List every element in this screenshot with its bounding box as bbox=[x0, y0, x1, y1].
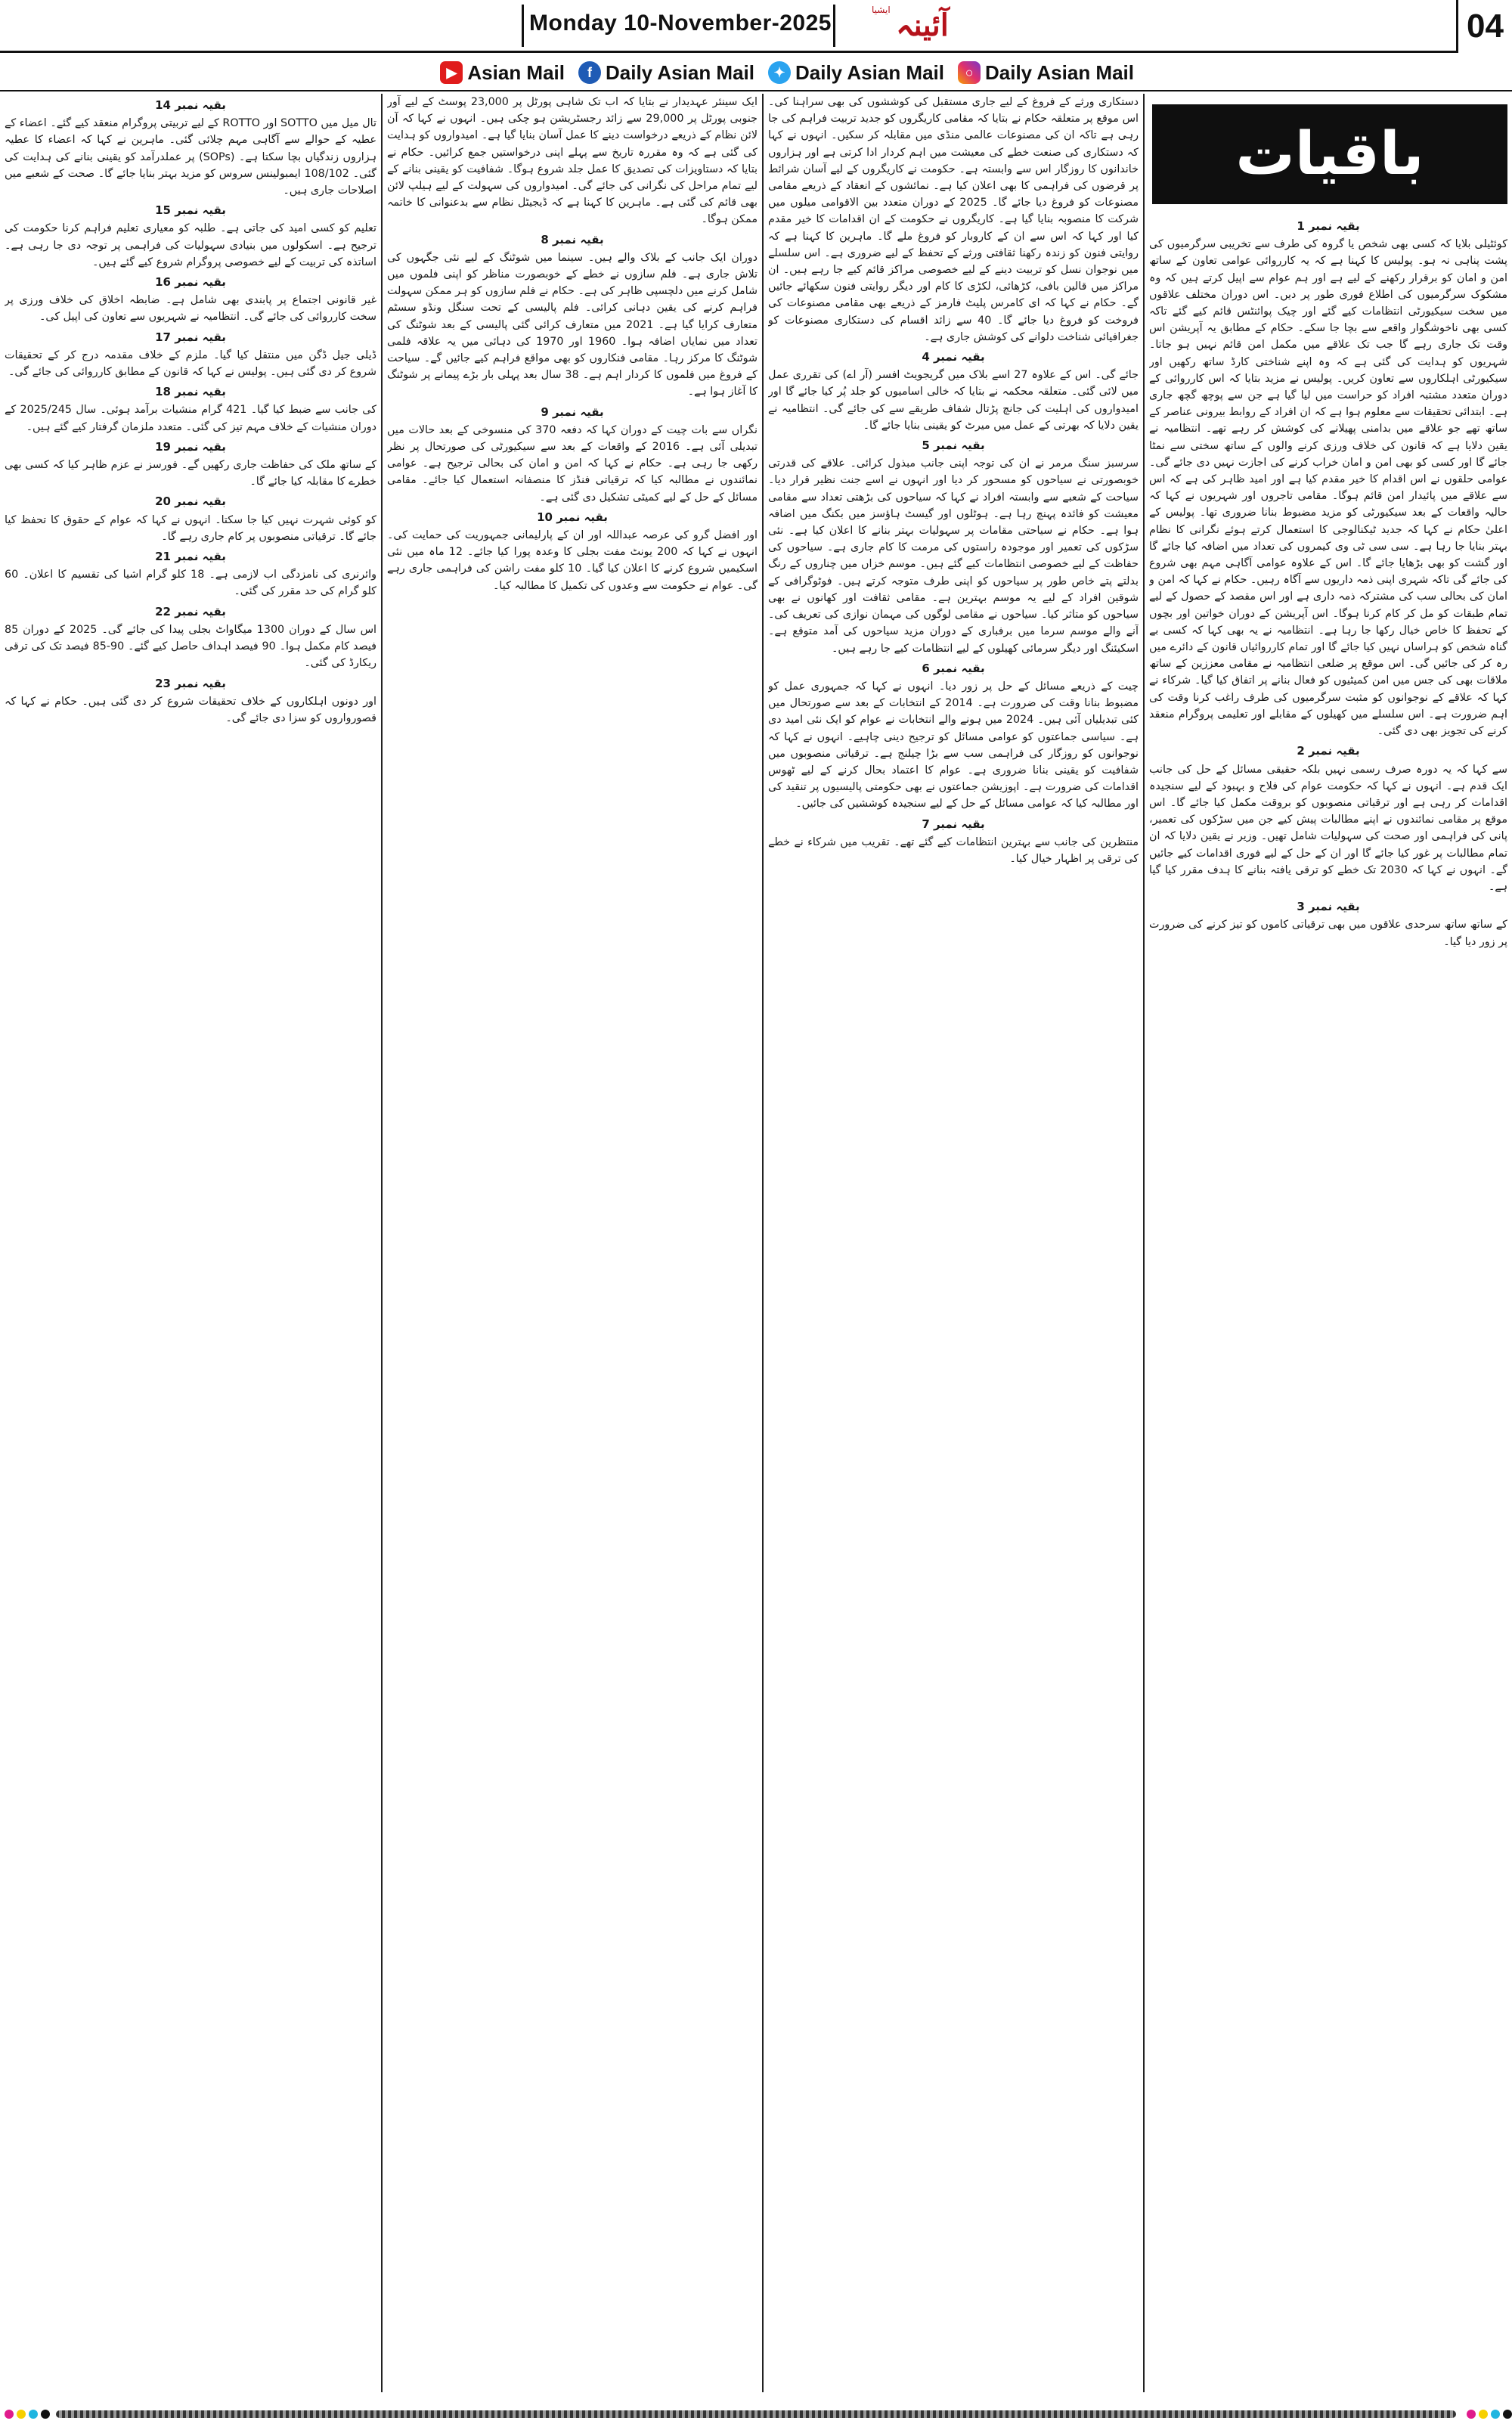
registration-strip bbox=[56, 2410, 1456, 2418]
article-paragraph: تال میل میں SOTTO اور ROTTO کے لیے تربیتی پروگرام منعقد کیے گئے۔ اعضاء کے عطیہ کے حوالے سے آگاہی مہم چلائی گئی۔ ماہرین نے کہا کہ اعضاء کا عطیہ ہزاروں زندگیاں بچا سکتا ہے۔ (SOPs) پر عملدرآمد کو یقینی بنانے کی ہدایت کی گئی۔ 108/102 ایمبولینس سروس کو مزید بہتر بنایا جائے گا۔ صحت کے شعبے میں اصلاحات جاری ہیں۔ bbox=[5, 117, 376, 197]
article-paragraph: کو کوئی شہرت نہیں کیا جا سکتا۔ انہوں نے کہا کہ عوام کے حقوق کا تحفظ کیا جائے گا۔ ترقیاتی منصوبوں پر کام جاری رہے گا۔ bbox=[5, 513, 376, 543]
social-link-instagram[interactable] bbox=[958, 61, 1134, 85]
article-paragraph: کی جانب سے ضبط کیا گیا۔ 421 گرام منشیات برآمد ہوئی۔ سال 2025/245 کے دوران منشیات کے خلاف مہم تیز کی گئی۔ متعدد ملزمان گرفتار کیے گئے ہیں۔ bbox=[5, 404, 376, 433]
continuation-label: بقیہ نمبر 18 bbox=[155, 385, 226, 399]
masthead bbox=[0, 0, 1512, 53]
continuation-label: بقیہ نمبر 16 bbox=[155, 275, 226, 290]
article-paragraph: غیر قانونی اجتماع پر پابندی بھی شامل ہے۔ ضابطہ اخلاق کی خلاف ورزی پر سخت کارروائی کی جائے گی۔ انتظامیہ نے شہریوں سے تعاون کی اپیل کی۔ bbox=[5, 294, 376, 324]
registration-dot bbox=[1479, 2410, 1488, 2419]
article-paragraph: تعلیم کو کسی امید کی جاتی ہے۔ طلبہ کو معیاری تعلیم فراہم کرنا حکومت کی ترجیح ہے۔ اسکولوں میں بنیادی سہولیات کی فراہمی پر توجہ دی جا رہی ہے۔ اساتذہ کی تربیت کے لیے خصوصی پروگرام شروع کیے گئے ہیں۔ bbox=[5, 222, 376, 268]
logo-subtext: ایشیا bbox=[872, 5, 891, 15]
article-paragraph: اس سال کے دوران 1300 میگاواٹ بجلی پیدا کی جائے گی۔ 2025 کے دوران 85 فیصد کام مکمل ہوا۔ 90 فیصد اہداف حاصل کیے گئے۔ 90-85 فیصد تک کی ترقی ریکارڈ کی گئی۔ bbox=[5, 623, 376, 670]
social-label: Asian Mail bbox=[467, 60, 565, 84]
article-paragraph: کے ساتھ ساتھ سرحدی علاقوں میں بھی ترقیاتی کاموں کو تیز کرنے کی ضرورت پر زور دیا گیا۔ bbox=[1149, 919, 1507, 948]
article-paragraph: ڈیلی جیل ڈگن میں منتقل کیا گیا۔ ملزم کے خلاف مقدمہ درج کر کے تحقیقات شروع کر دی گئی ہیں۔ پولیس نے کہا کہ قانون کے مطابق کارروائی کی جائے گی۔ bbox=[5, 349, 376, 379]
social-label: Daily Asian Mail bbox=[795, 60, 944, 84]
column-divider bbox=[1143, 94, 1145, 2392]
header-divider bbox=[833, 5, 835, 47]
social-link-facebook[interactable] bbox=[578, 61, 754, 85]
section-title: باقیات bbox=[1235, 120, 1424, 188]
registration-dot bbox=[1503, 2410, 1512, 2419]
continuation-label: بقیہ نمبر 9 bbox=[541, 405, 604, 419]
continuation-label: بقیہ نمبر 14 bbox=[155, 98, 226, 112]
issue-date: Monday 10-November-2025 bbox=[529, 11, 832, 36]
registration-dot bbox=[29, 2410, 38, 2419]
continuation-label: بقیہ نمبر 22 bbox=[155, 604, 226, 618]
article-paragraph: وائرنری کی نامزدگی اب لازمی ہے۔ 18 کلو گرام اشیا کی تقسیم کا اعلان۔ 60 کلو گرام کی حد مقرر کی گئی۔ bbox=[5, 569, 376, 598]
color-registration-dots bbox=[1462, 2410, 1512, 2419]
article-paragraph: دوران ایک جانب کے بلاک والے ہیں۔ سینما میں شوٹنگ کے لیے نئی جگہوں کی تلاش جاری ہے۔ فلم سازوں نے خطے کے خوبصورت مناظر کو اپنی فلموں میں شامل کرنے میں دلچسپی ظاہر کی ہے۔ حکام نے فلم سازوں کو ہر ممکن سہولت فراہم کرنے کی یقین دہانی کرائی۔ فلم پالیسی کے تحت سنگل ونڈو سسٹم متعارف کرایا گیا ہے۔ 2021 میں متعارف کرائی گئی پالیسی کے بعد شوٹنگ کی تعداد میں نمایاں اضافہ ہوا۔ 1960 اور 1970 کی دہائی میں یہ علاقہ فلمی شوٹنگ کا مرکز رہا۔ مقامی فنکاروں کو بھی مواقع فراہم کیے جائیں گے۔ سیاحت کے فروغ میں فلموں کا کردار اہم ہے۔ 38 سال بعد پہلی بار بڑے پیمانے پر شوٹنگ کا آغاز ہوا ہے۔ bbox=[387, 251, 758, 398]
social-label: Daily Asian Mail bbox=[985, 60, 1134, 84]
youtube-icon: ▶ bbox=[440, 61, 463, 84]
article-paragraph: نگراں سے بات چیت کے دوران کہا کہ دفعہ 370 کی منسوخی کے بعد حالات میں تبدیلی آئی ہے۔ 2016 کے واقعات کے بعد سے سیکیورٹی کی صورتحال پر نظر رکھی جا رہی ہے۔ حکام نے کہا کہ امن و امان کی بحالی ترجیح ہے۔ عوامی نمائندوں نے مطالبہ کیا کہ ترقیاتی فنڈز کا منصفانہ استعمال کیا جائے۔ مقامی مسائل کے حل کے لیے کمیٹی تشکیل دی گئی ہے۔ bbox=[387, 423, 758, 504]
column-4 bbox=[5, 94, 376, 2392]
column-baqiyat bbox=[1149, 94, 1507, 2392]
column-3 bbox=[387, 94, 758, 2392]
column-2 bbox=[768, 94, 1139, 2392]
social-link-twitter[interactable] bbox=[768, 61, 944, 85]
registration-dot bbox=[5, 2410, 14, 2419]
color-registration-dots bbox=[0, 2410, 50, 2419]
header-divider bbox=[522, 5, 524, 47]
section-title-box bbox=[1152, 104, 1507, 204]
article-paragraph: ایک سینئر عہدیدار نے بتایا کہ اب تک شاہی پورٹل پر 23,000 پوسٹ کے لیے آور جنوبی پورٹل پر 29,000 سے زائد رجسٹریشن ہو چکی ہیں۔ انہوں نے کہا کہ آن لائن نظام کے ذریعے درخواست دینے کا عمل آسان بنایا گیا ہے۔ امیدواروں کو ہدایت کی گئی ہے کہ وہ مقررہ تاریخ سے پہلے اپنی درخواستیں جمع کرائیں۔ حکام نے بتایا کہ دستاویزات کی تصدیق کا عمل جلد شروع ہوگا۔ شفافیت کو یقینی بنانے کے لیے تمام مراحل کی نگرانی کی جائے گی۔ امیدواروں کی سہولت کے لیے ہیلپ لائن بھی قائم کی گئی ہے۔ ماہرین کا کہنا ہے کہ ڈیجیٹل نظام سے بدعنوانی کا خاتمہ ممکن ہوگا۔ bbox=[387, 96, 758, 226]
article-paragraph: کوئٹیلی بلایا کہ کسی بھی شخص یا گروہ کی طرف سے تخریبی سرگرمیوں کی پشت پناہی نہ ہو۔ پولیس کا کہنا ہے کہ یہ کارروائی عوامی تعاون کے ساتھ امن و امان کو برقرار رکھنے کے لیے ہے اور ہم عوام سے اپیل کرتے ہیں کہ وہ مشکوک سرگرمیوں کی اطلاع فوری طور پر دیں۔ اس دوران مختلف علاقوں میں سخت سیکیورٹی انتظامات کیے گئے اور چیک پوائنٹس قائم کیے گئے تاکہ کسی بھی ناخوشگوار واقعے سے بچا جا سکے۔ حکام کے مطابق یہ آپریشن اس وقت تک جاری رہے گا جب تک علاقے میں مکمل امن قائم نہیں ہو جاتا۔ شہریوں کو ہدایت کی گئی ہے کہ وہ اپنے شناختی کارڈ ساتھ رکھیں اور سیکیورٹی اہلکاروں سے تعاون کریں۔ پولیس نے مزید بتایا کہ اس کارروائی کے دوران متعدد مشتبہ افراد کو حراست میں لیا گیا ہے جن سے پوچھ گچھ جاری ہے۔ ابتدائی تحقیقات سے معلوم ہوا ہے کہ ان افراد کے روابط بیرونی عناصر کے ساتھ تھے جو علاقے میں بدامنی پھیلانے کی کوشش کر رہے تھے۔ انتظامیہ نے یقین دلایا ہے کہ قانون کی خلاف ورزی کرنے والوں کے ساتھ سختی سے نمٹا جائے گا اور کسی کو بھی امن و امان خراب کرنے کی اجازت نہیں دی جائے گی۔ عوامی حلقوں نے اس اقدام کا خیر مقدم کیا ہے اور امید ظاہر کی ہے کہ اس سے علاقے میں پائیدار امن قائم ہوگا۔ مقامی تاجروں اور شہریوں نے کہا کہ حالیہ واقعات کے بعد سیکیورٹی کو مزید مضبوط بنانا ضروری تھا۔ پولیس کے اعلیٰ حکام نے کہا کہ جدید ٹیکنالوجی کا استعمال کرتے ہوئے نگرانی کا نظام بہتر بنایا جا رہا ہے۔ سی سی ٹی وی کیمروں کی تعداد میں اضافہ کیا جائے گا اور گشت کو بھی بڑھایا جائے گا۔ اس کے علاوہ عوامی آگاہی مہم بھی شروع کی جائے گی تاکہ شہری اپنی ذمہ داریوں سے آگاہ رہیں۔ حکام نے کہا کہ امن و امان کی بحالی سب کی مشترکہ ذمہ داری ہے اور اس مقصد کے حصول کے لیے تمام طبقات کو مل کر کام کرنا ہوگا۔ اس آپریشن کے دوران خواتین اور بچوں کے تحفظ کا خاص خیال رکھا جا رہا ہے۔ انتظامیہ نے یہ بھی کہا کہ کسی بے گناہ شخص کو ہراساں نہیں کیا جائے گا اور تمام کارروائیاں قانون کے دائرے میں رہ کر کی جائیں گی۔ اس موقع پر ضلعی انتظامیہ نے مقامی معززین کے ساتھ ملاقات بھی کی جس میں امن کمیٹیوں کو فعال بنانے پر اتفاق کیا گیا۔ شرکاء نے کہا کہ علاقے کے نوجوانوں کو مثبت سرگرمیوں کی طرف راغب کرنا وقت کی اہم ضرورت ہے۔ اس سلسلے میں کھیلوں کے مقابلے اور تعلیمی پروگرام منعقد کرنے کی تجویز بھی دی گئی۔ bbox=[1149, 238, 1507, 738]
continuation-label: بقیہ نمبر 17 bbox=[155, 330, 226, 344]
registration-dot bbox=[41, 2410, 50, 2419]
print-registration-bar bbox=[0, 2404, 1512, 2424]
continuation-label: بقیہ نمبر 10 bbox=[537, 510, 608, 524]
article-paragraph: چیت کے ذریعے مسائل کے حل پر زور دیا۔ انہوں نے کہا کہ جمہوری عمل کو مضبوط بنانا وقت کی ضرورت ہے۔ 2014 کے انتخابات کے بعد سے صورتحال میں کئی تبدیلیاں آئی ہیں۔ 2024 میں ہونے والے انتخابات نے عوام کو ایک نئی امید دی ہے۔ سیاسی جماعتوں کو عوامی مسائل کو ترجیح دینی چاہیے۔ انہوں نے کہا کہ نوجوانوں کو روزگار کی فراہمی سب سے بڑا چیلنج ہے۔ ترقیاتی منصوبوں میں شفافیت کو یقینی بنانا ضروری ہے۔ عوام کا اعتماد بحال کرنے کے لیے ٹھوس اقدامات کی ضرورت ہے۔ اپوزیشن جماعتوں نے بھی حکومتی پالیسیوں پر تنقید کی اور مطالبہ کیا کہ عوامی مسائل کے حل کے لیے سنجیدہ کوششیں کی جائیں۔ bbox=[768, 680, 1139, 811]
column-divider bbox=[762, 94, 764, 2392]
article-paragraph: سے کہا کہ یہ دورہ صرف رسمی نہیں بلکہ حقیقی مسائل کے حل کی جانب ایک قدم ہے۔ انہوں نے کہا کہ حکومت عوام کی فلاح و بہبود کے لیے سنجیدہ اقدامات کر رہی ہے اور ترقیاتی منصوبوں کو بروقت مکمل کیا جائے گا۔ اس موقع پر مقامی نمائندوں نے اپنے مطالبات پیش کیے جن میں سڑکوں کی تعمیر، پانی کی فراہمی اور صحت کی سہولیات شامل تھیں۔ وزیر نے یقین دلایا کہ ان تمام مطالبات پر غور کیا جائے گا اور ان کے حل کے لیے فوری اقدامات کیے جائیں گے۔ انہوں نے کہا کہ 2030 تک خطے کو ترقی یافتہ بنانے کا ہدف مقرر کیا گیا ہے۔ bbox=[1149, 763, 1507, 893]
article-paragraph: اور افضل گرو کی عرصہ عبداللہ اور ان کے پارلیمانی جمہوریت کی حمایت کی۔ انہوں نے کہا کہ 200 یونٹ مفت بجلی کا وعدہ پورا کیا جائے۔ 12 ماہ میں نئی اسکیمیں شروع کرنے کا اعلان کیا گیا۔ 10 کلو مفت راشن کی فراہمی جاری رہے گی۔ عوام نے حکومت سے وعدوں کی تکمیل کا مطالبہ کیا۔ bbox=[387, 529, 758, 592]
continuation-label: بقیہ نمبر 7 bbox=[922, 817, 985, 831]
social-link-youtube[interactable] bbox=[440, 61, 565, 85]
article-columns bbox=[0, 94, 1512, 2392]
social-links-bar bbox=[0, 55, 1512, 91]
continuation-label: بقیہ نمبر 20 bbox=[155, 494, 226, 509]
registration-dot bbox=[1467, 2410, 1476, 2419]
logo-text: آئینہ bbox=[896, 7, 949, 43]
registration-dot bbox=[1491, 2410, 1500, 2419]
article-paragraph: سرسبز سنگ مرمر نے ان کی توجہ اپنی جانب مبذول کرائی۔ علاقے کی قدرتی خوبصورتی نے سیاحوں کو مسحور کر دیا اور انہوں نے اسے جنت نظیر قرار دیا۔ سیاحت کے شعبے سے وابستہ افراد نے کہا کہ سیاحوں کی بڑھتی تعداد سے مقامی معیشت کو فائدہ پہنچ رہا ہے۔ ہوٹلوں اور گیسٹ ہاؤسز میں بکنگ میں اضافہ ہوا ہے۔ حکام نے سیاحتی مقامات پر سہولیات بہتر بنانے کا اعلان کیا ہے۔ نئی سڑکوں کی تعمیر اور موجودہ راستوں کی مرمت کا کام جاری ہے۔ سیاحوں کی حفاظت کے لیے خصوصی انتظامات کیے گئے ہیں۔ موسم خزاں میں چناروں کے رنگ بدلتے پتے خاص طور پر سیاحوں کو اپنی طرف متوجہ کرتے ہیں۔ فوٹوگرافی کے شوقین افراد کے لیے یہ موسم بہترین ہے۔ مقامی ثقافت اور کھانوں نے بھی سیاحوں کو متاثر کیا۔ سیاحوں نے مقامی لوگوں کی مہمان نوازی کی تعریف کی۔ آنے والے موسم سرما میں برفباری کے دوران مزید سیاحوں کی آمد متوقع ہے۔ اسکیئنگ اور دیگر سرمائی کھیلوں کے لیے انتظامات کیے جا رہے ہیں۔ bbox=[768, 457, 1139, 655]
page-number: 04 bbox=[1456, 0, 1512, 53]
facebook-icon: f bbox=[578, 61, 601, 84]
social-label: Daily Asian Mail bbox=[606, 60, 754, 84]
continuation-label: بقیہ نمبر 4 bbox=[922, 350, 985, 364]
article-paragraph: جائے گی۔ اس کے علاوہ 27 اسے بلاک میں گریجویٹ افسر (آر اے) کی تقرری عمل میں لائی گئی۔ متعلقہ محکمہ نے بتایا کہ خالی اسامیوں کو جلد پُر کیا جائے گا اور امیدواروں کی اہلیت کی جانچ پڑتال شفاف طریقے سے کی جائے گی۔ انتظامیہ نے یقین دلایا کہ بھرتی کے عمل میں میرٹ کو یقینی بنایا جائے گا۔ bbox=[768, 369, 1139, 432]
registration-dot bbox=[17, 2410, 26, 2419]
continuation-label: بقیہ نمبر 15 bbox=[155, 203, 226, 218]
continuation-label: بقیہ نمبر 2 bbox=[1297, 744, 1360, 758]
article-paragraph: دستکاری ورثے کے فروغ کے لیے جاری مستقبل کی کوششوں کی بھی سراہنا کی۔ اس موقع پر متعلقہ حکام نے بتایا کہ مقامی کاریگروں کو جدید تربیت فراہم کی جا رہی ہے تاکہ ان کی مصنوعات عالمی منڈی میں مقابلہ کر سکیں۔ انہوں نے کہا کہ دستکاری کی صنعت خطے کی معیشت میں اہم کردار ادا کرتی ہے اور ہزاروں خاندانوں کا روزگار اس سے وابستہ ہے۔ حکومت نے کاریگروں کے لیے آسان شرائط پر قرضوں کی فراہمی کا بھی اعلان کیا ہے۔ نمائشوں کے انعقاد کے ذریعے مقامی مصنوعات کو فروغ دیا جائے گا۔ 2025 کے دوران متعدد بین الاقوامی میلوں میں شرکت کا منصوبہ بنایا گیا ہے۔ کاریگروں نے حکومت کے ان اقدامات کا خیر مقدم کیا اور کہا کہ اس سے ان کے کاروبار کو فروغ ملے گا۔ ماہرین کا کہنا ہے کہ روایتی فنون کو زندہ رکھنا ثقافتی ورثے کے تحفظ کے لیے ضروری ہے۔ اس سلسلے میں نوجوان نسل کو تربیت دینے کے لیے خصوصی مراکز قائم کیے جا رہے ہیں۔ ان مراکز میں قالین بافی، کڑھائی، لکڑی کا کام اور دیگر روایتی فنون سکھائے جائیں گے۔ حکام نے کہا کہ ای کامرس پلیٹ فارمز کے ذریعے بھی مقامی مصنوعات کی فروخت کو فروغ دیا جائے گا۔ 40 سے زائد اقسام کی دستکاری مصنوعات کو جغرافیائی شناخت دلوانے کی کوشش جاری ہے۔ bbox=[768, 96, 1139, 343]
continuation-label: بقیہ نمبر 5 bbox=[922, 439, 985, 453]
continuation-label: بقیہ نمبر 3 bbox=[1297, 900, 1360, 914]
newspaper-logo bbox=[866, 3, 979, 47]
article-paragraph: کے ساتھ ملک کی حفاظت جاری رکھیں گے۔ فورسز نے عزم ظاہر کیا کہ کسی بھی خطرے کا مقابلہ کیا جائے گا۔ bbox=[5, 459, 376, 488]
continuation-label: بقیہ نمبر 1 bbox=[1297, 219, 1360, 233]
continuation-label: بقیہ نمبر 23 bbox=[155, 676, 226, 690]
column-divider bbox=[381, 94, 383, 2392]
twitter-icon: ✦ bbox=[768, 61, 791, 84]
instagram-icon: ○ bbox=[958, 61, 981, 84]
continuation-label: بقیہ نمبر 6 bbox=[922, 661, 985, 675]
article-paragraph: اور دونوں اہلکاروں کے خلاف تحقیقات شروع کر دی گئی ہیں۔ حکام نے کہا کہ قصورواروں کو سزا دی جائے گی۔ bbox=[5, 695, 376, 724]
article-paragraph: منتظرین کی جانب سے بہترین انتظامات کیے گئے تھے۔ تقریب میں شرکاء نے خطے کی ترقی پر اظہار خیال کیا۔ bbox=[768, 835, 1139, 865]
continuation-label: بقیہ نمبر 8 bbox=[541, 232, 604, 246]
continuation-label: بقیہ نمبر 21 bbox=[155, 550, 226, 564]
continuation-label: بقیہ نمبر 19 bbox=[155, 439, 226, 454]
